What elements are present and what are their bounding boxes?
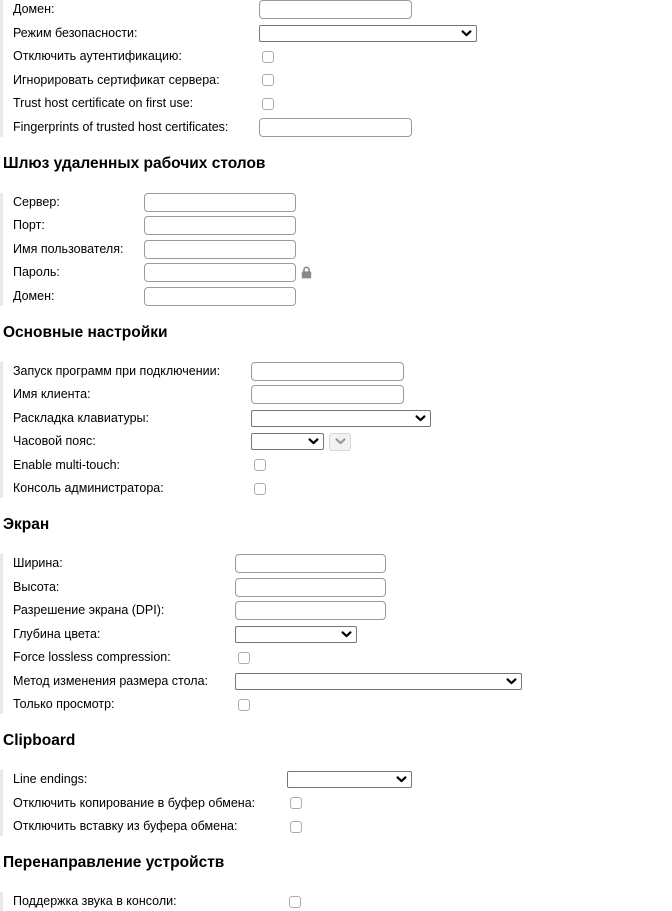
field-row-security-mode [13,24,672,43]
field-row-timezone [13,432,672,451]
field-row-initial-program [13,362,672,381]
section-heading-screen: Экран [3,516,50,533]
field-row-line-endings [13,770,672,789]
console-audio-label: Поддержка звука в консоли: [13,894,177,908]
section-connection-security [0,0,672,137]
trusted-host-certificate-fingerprints-label: Fingerprints of trusted host certificates: [13,119,229,134]
initial-program-input[interactable] [251,362,404,381]
client-name-input[interactable] [251,385,404,404]
section-heading-clipboard: Clipboard [3,732,76,749]
field-row-gateway-username [13,240,672,259]
resize-method-select[interactable] [235,673,522,690]
domain-input[interactable] [259,0,412,19]
disable-authentication-label: Отключить аутентификацию: [13,49,182,63]
field-row-disable-authentication [13,47,672,66]
section-heading-rd-gateway: Шлюз удаленных рабочих столов [3,154,266,172]
field-row-color-depth [13,625,672,644]
field-group-rd-gateway [0,193,672,306]
field-group-screen [0,554,672,714]
disable-copy-label: Отключить копирование в буфер обмена: [13,795,256,810]
gateway-password-input[interactable] [144,263,296,282]
field-row-keyboard-layout [13,409,672,428]
domain-label: Домен: [13,2,55,16]
field-row-disable-copy [13,794,672,813]
chevron-down-icon [335,438,346,445]
chevron-down-icon [506,678,517,685]
chevron-down-icon [461,30,472,37]
section-device-redirection [0,852,672,911]
gateway-username-label: Имя пользователя: [13,241,124,256]
line-endings-select[interactable] [287,771,412,788]
field-row-resize-method [13,672,672,691]
client-name-label: Имя клиента: [13,387,91,401]
admin-console-label: Консоль администратора: [13,481,164,495]
disable-paste-label: Отключить вставку из буфера обмена: [13,819,238,833]
console-audio-checkbox[interactable] [289,896,301,908]
admin-console-checkbox[interactable] [254,483,266,495]
resize-method-label: Метод изменения размера стола: [13,673,209,688]
line-endings-label: Line endings: [13,772,88,786]
read-only-checkbox[interactable] [238,699,250,711]
section-rd-gateway [0,153,672,306]
gateway-domain-label: Домен: [13,288,55,303]
field-row-domain [13,0,672,19]
ignore-server-certificate-label: Игнорировать сертификат сервера: [13,72,220,87]
trust-host-certificate-first-use-label: Trust host certificate on first use: [13,96,194,110]
gateway-password-label: Пароль: [13,265,60,279]
enable-multi-touch-label: Enable multi-touch: [13,457,121,472]
field-row-screen-height [13,578,672,597]
field-row-admin-console [13,479,672,498]
security-mode-label: Режим безопасности: [13,25,138,40]
screen-height-label: Высота: [13,579,60,594]
field-group-clipboard [0,770,672,836]
read-only-label: Только просмотр: [13,697,115,711]
gateway-server-input[interactable] [144,193,296,212]
screen-dpi-label: Разрешение экрана (DPI): [13,603,165,617]
section-clipboard [0,730,672,836]
field-row-gateway-password [13,263,672,282]
section-basic-settings [0,322,672,499]
timezone-select[interactable] [251,433,324,450]
force-lossless-checkbox[interactable] [238,652,250,664]
timezone-secondary-dropdown[interactable] [329,433,351,451]
field-group-connection-security [0,0,672,137]
gateway-port-input[interactable] [144,216,296,235]
field-row-client-name [13,385,672,404]
disable-copy-checkbox[interactable] [290,797,302,809]
disable-paste-checkbox[interactable] [290,821,302,833]
field-row-gateway-port [13,216,672,235]
field-row-trusted-host-certificate-fingerprints [13,118,672,137]
enable-multi-touch-checkbox[interactable] [254,459,266,471]
trusted-host-certificate-fingerprints-input[interactable] [259,118,412,137]
gateway-username-input[interactable] [144,240,296,259]
section-heading-device-redirection: Перенаправление устройств [3,854,225,871]
field-row-console-audio [13,892,672,911]
field-row-screen-width [13,554,672,573]
force-lossless-label: Force lossless compression: [13,650,171,664]
initial-program-label: Запуск программ при подключении: [13,363,221,378]
lock-icon [301,266,312,279]
field-row-screen-dpi [13,601,672,620]
gateway-server-label: Сервер: [13,194,60,209]
field-row-enable-multi-touch [13,456,672,475]
field-row-force-lossless [13,648,672,667]
field-row-disable-paste [13,817,672,836]
field-row-gateway-domain [13,287,672,306]
color-depth-label: Глубина цвета: [13,626,101,641]
keyboard-layout-select[interactable] [251,410,431,427]
screen-width-label: Ширина: [13,556,63,570]
field-row-ignore-server-certificate [13,71,672,90]
screen-dpi-input[interactable] [235,601,386,620]
chevron-down-icon [341,631,352,638]
field-row-gateway-server [13,193,672,212]
keyboard-layout-label: Раскладка клавиатуры: [13,410,149,425]
ignore-server-certificate-checkbox[interactable] [262,74,274,86]
trust-host-certificate-first-use-checkbox[interactable] [262,98,274,110]
field-row-read-only [13,695,672,714]
screen-height-input[interactable] [235,578,386,597]
chevron-down-icon [308,438,319,445]
gateway-domain-input[interactable] [144,287,296,306]
screen-width-input[interactable] [235,554,386,573]
field-group-basic-settings [0,362,672,499]
section-heading-basic-settings: Основные настройки [3,323,168,341]
chevron-down-icon [396,776,407,783]
disable-authentication-checkbox[interactable] [262,51,274,63]
section-screen [0,514,672,714]
chevron-down-icon [415,415,426,422]
security-mode-select[interactable] [259,25,477,42]
timezone-label: Часовой пояс: [13,434,96,448]
field-row-trust-host-certificate-first-use [13,94,672,113]
gateway-port-label: Порт: [13,218,45,232]
color-depth-select[interactable] [235,626,357,643]
field-group-device-redirection [0,892,672,911]
